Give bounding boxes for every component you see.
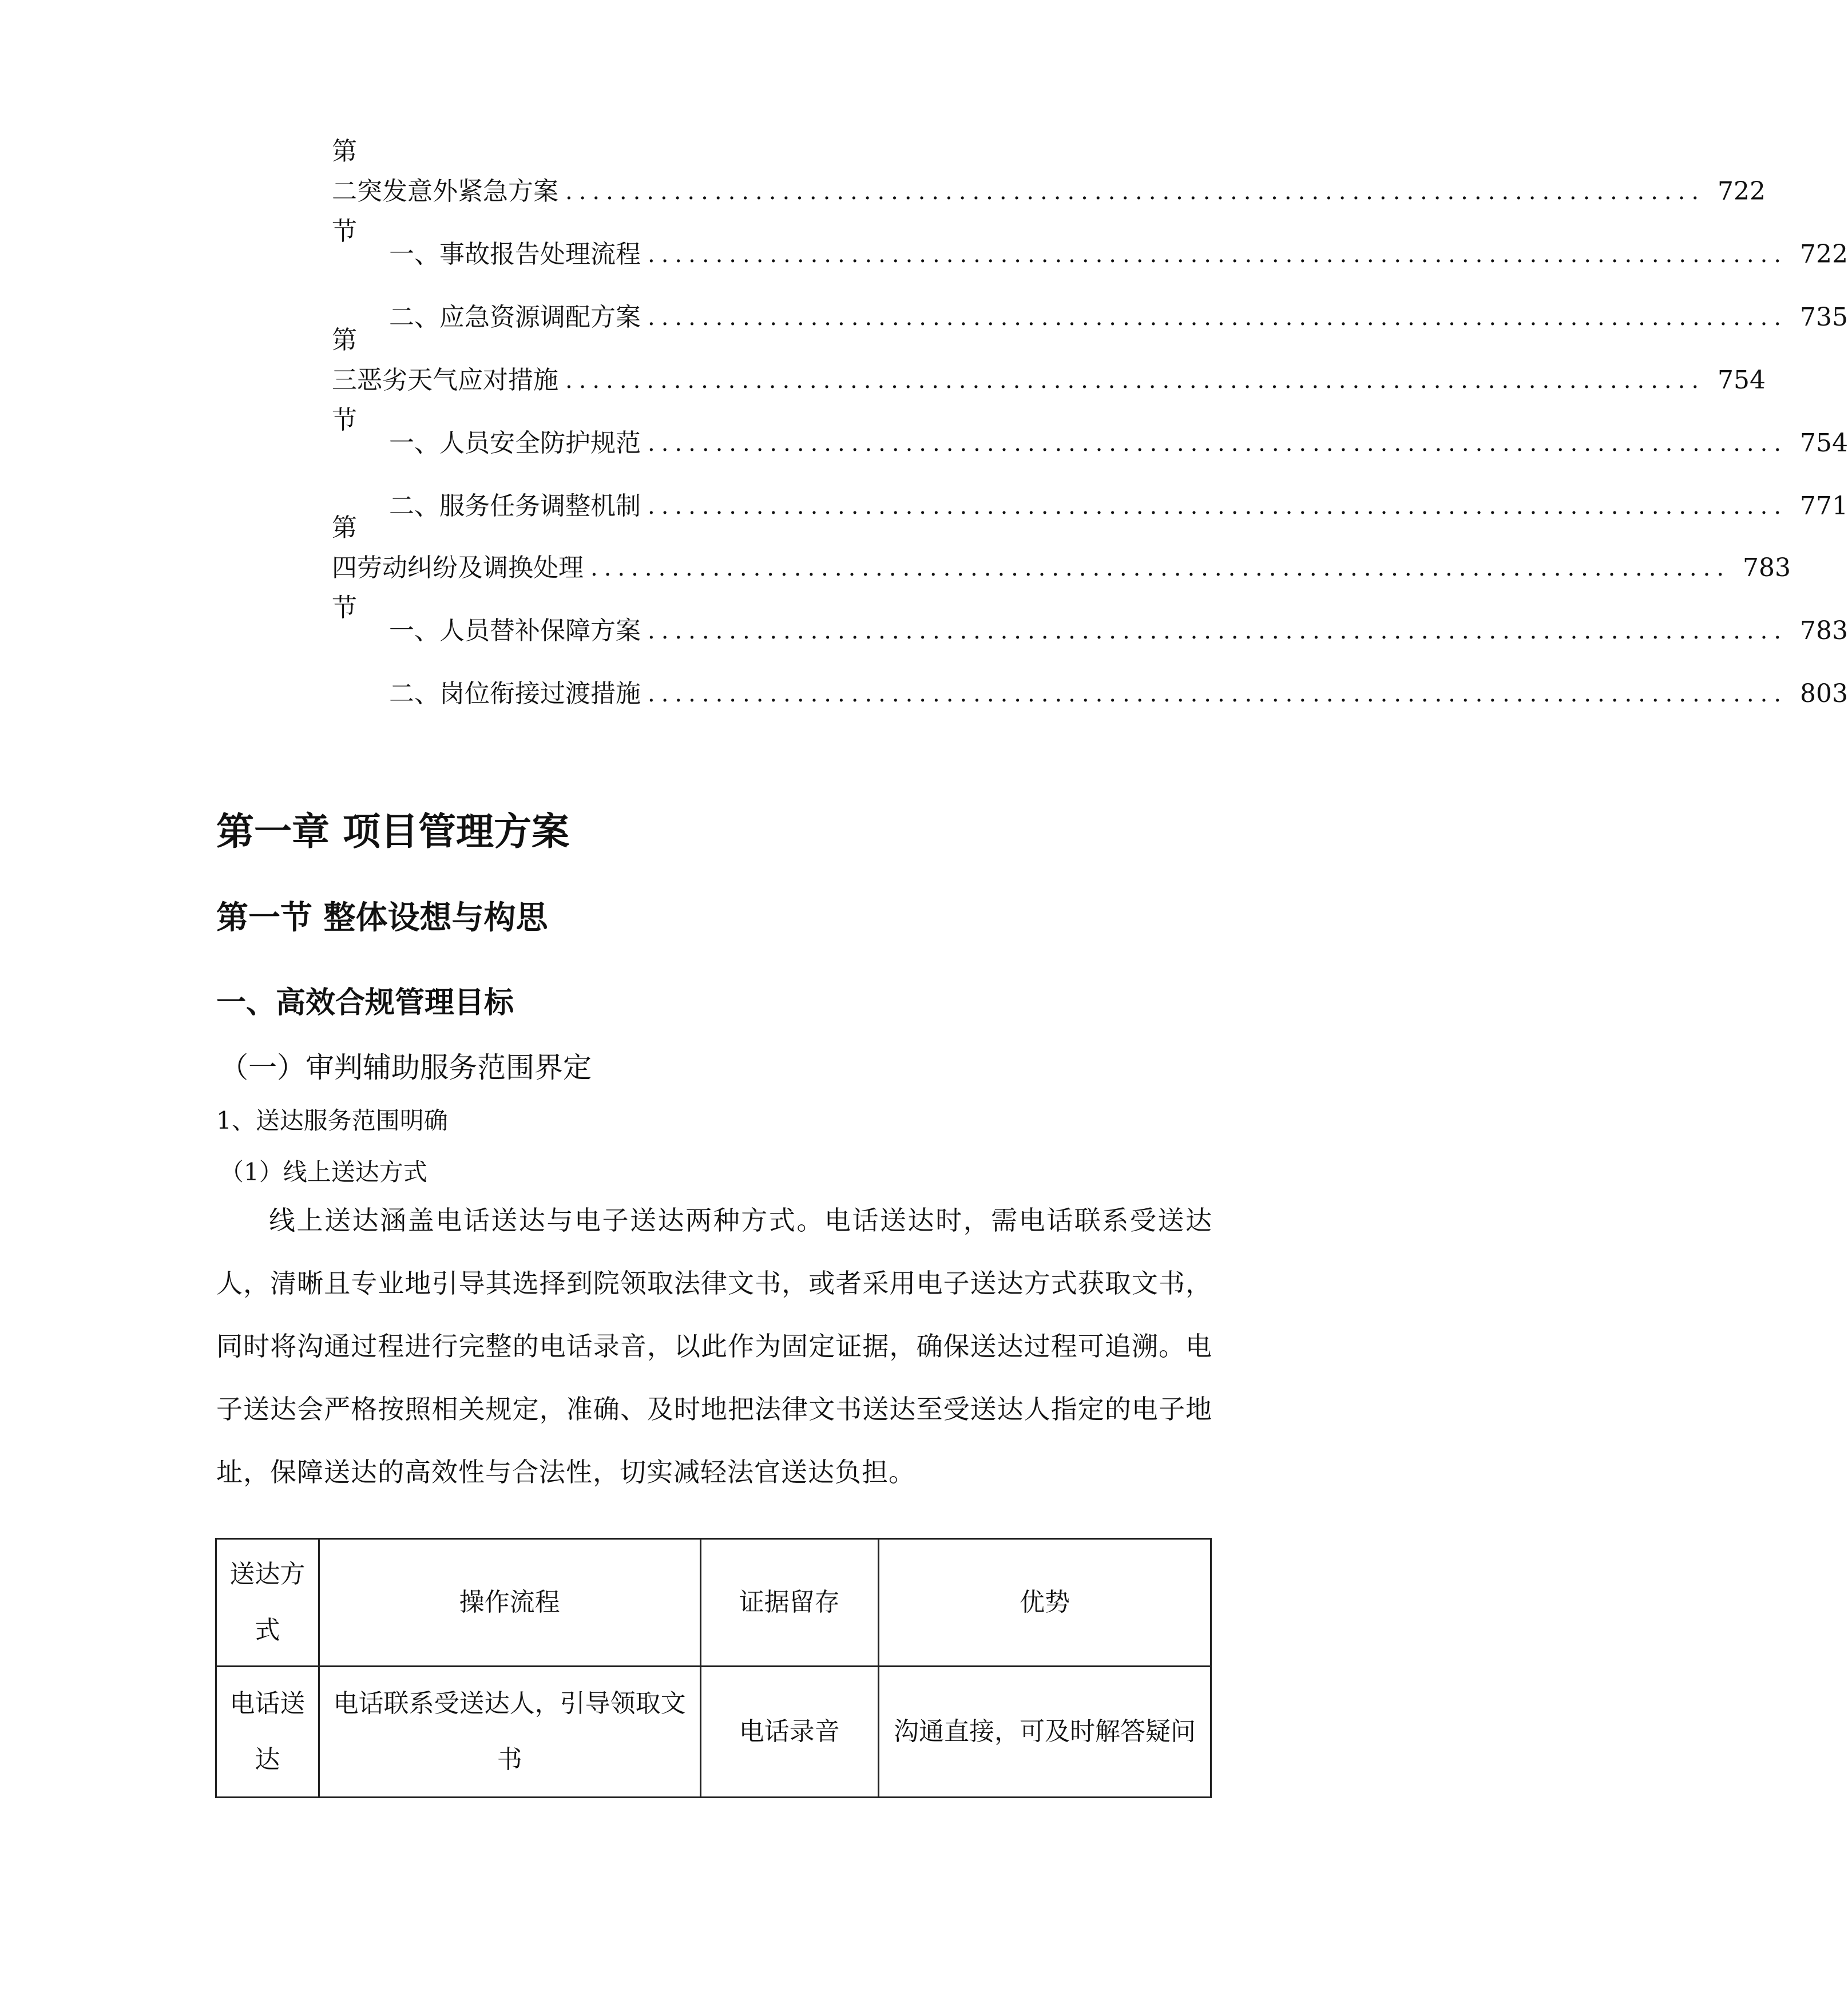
chapter-title: 第一章 项目管理方案 (216, 810, 569, 854)
toc-entry[interactable] (389, 674, 1848, 714)
toc-title: 岗位衔接过渡措施 (439, 679, 641, 708)
toc-dot-leader: .................................................................................... (648, 430, 1788, 457)
toc-page-number: 754 (1718, 366, 1766, 395)
toc-page-number: 783 (1743, 553, 1791, 582)
toc-title: 突发意外紧急方案 (357, 177, 558, 206)
toc-page-number: 754 (1800, 429, 1848, 458)
table-header-row (216, 1539, 1211, 1667)
toc-page-number: 783 (1800, 616, 1848, 645)
toc-entry[interactable] (389, 423, 1848, 463)
toc-number: 一、 (389, 429, 439, 458)
subitem-title: （1）线上送达方式 (220, 1158, 427, 1186)
toc-entry[interactable] (389, 611, 1848, 651)
table-cell: 沟通直接，可及时解答疑问 (878, 1667, 1211, 1798)
section-title: 第一节 整体设想与构思 (216, 899, 548, 937)
toc-page-number: 722 (1800, 240, 1848, 269)
toc-number: 第三节 (332, 326, 357, 435)
toc-dot-leader: .................................................................................... (648, 493, 1788, 519)
toc-page-number: 735 (1800, 303, 1848, 332)
toc-entry[interactable] (389, 298, 1848, 338)
toc-entry[interactable] (332, 326, 1766, 435)
toc-number: 一、 (389, 616, 439, 645)
table-header-cell: 操作流程 (319, 1539, 700, 1667)
table-row (216, 1667, 1211, 1798)
toc-entry[interactable] (332, 513, 1791, 622)
toc-dot-leader: .................................................................................... (648, 618, 1788, 644)
toc-entry[interactable] (389, 235, 1848, 275)
toc-dot-leader: .................................................................................... (648, 681, 1788, 707)
toc-page-number: 803 (1800, 679, 1848, 708)
table-cell: 电话联系受送达人，引导领取文书 (319, 1667, 700, 1798)
toc-title: 恶劣天气应对措施 (357, 366, 558, 395)
subsubsection-title: （一）审判辅助服务范围界定 (220, 1051, 592, 1084)
toc-dot-leader: .................................................................................... (648, 304, 1788, 331)
toc-title: 劳动纠纷及调换处理 (357, 553, 584, 582)
toc-title: 事故报告处理流程 (439, 240, 641, 269)
toc-title: 应急资源调配方案 (439, 303, 641, 332)
toc-number: 第二节 (332, 137, 357, 246)
toc-page-number: 722 (1718, 177, 1766, 206)
toc-dot-leader: .................................................................................... (648, 241, 1788, 268)
toc-number: 一、 (389, 240, 439, 269)
toc-number: 第四节 (332, 513, 357, 622)
toc-entry[interactable] (389, 486, 1848, 526)
table-cell: 电话录音 (700, 1667, 878, 1798)
toc-title: 服务任务调整机制 (439, 491, 641, 521)
toc-dot-leader: .................................................................................... (565, 179, 1706, 205)
table-header-cell: 优势 (878, 1539, 1211, 1667)
toc-number: 二、 (389, 491, 439, 521)
table-header-cell: 送达方式 (216, 1539, 319, 1667)
toc-dot-leader: .................................................................................... (590, 555, 1731, 581)
toc-number: 二、 (389, 679, 439, 708)
body-paragraph: 线上送达涵盖电话送达与电子送达两种方式。电话送达时，需电话联系受送达人，清晰且专业地引导其选择到院领取法律文书，或者采用电子送达方式获取文书，同时将沟通过程进行完整的电话录音，以此作为固定证据，确保送达过程可追溯。电子送达会严格按照相关规定，准确、及时地把法律文书送达至受送达人指定的电子地址，保障送达的高效性与合法性，切实减轻法官送达负担。 (216, 1205, 1212, 1488)
toc-dot-leader: .................................................................................... (565, 367, 1706, 394)
item-title: 1、送达服务范围明确 (216, 1106, 448, 1135)
toc-entry[interactable] (332, 137, 1766, 246)
subsection-title: 一、高效合规管理目标 (216, 986, 514, 1020)
delivery-methods-table (215, 1538, 1212, 1798)
table-cell: 电话送达 (216, 1667, 319, 1798)
table-header-cell: 证据留存 (700, 1539, 878, 1667)
toc-page-number: 771 (1800, 491, 1848, 521)
toc-title: 人员安全防护规范 (439, 429, 641, 458)
toc-title: 人员替补保障方案 (439, 616, 641, 645)
toc-number: 二、 (389, 303, 439, 332)
